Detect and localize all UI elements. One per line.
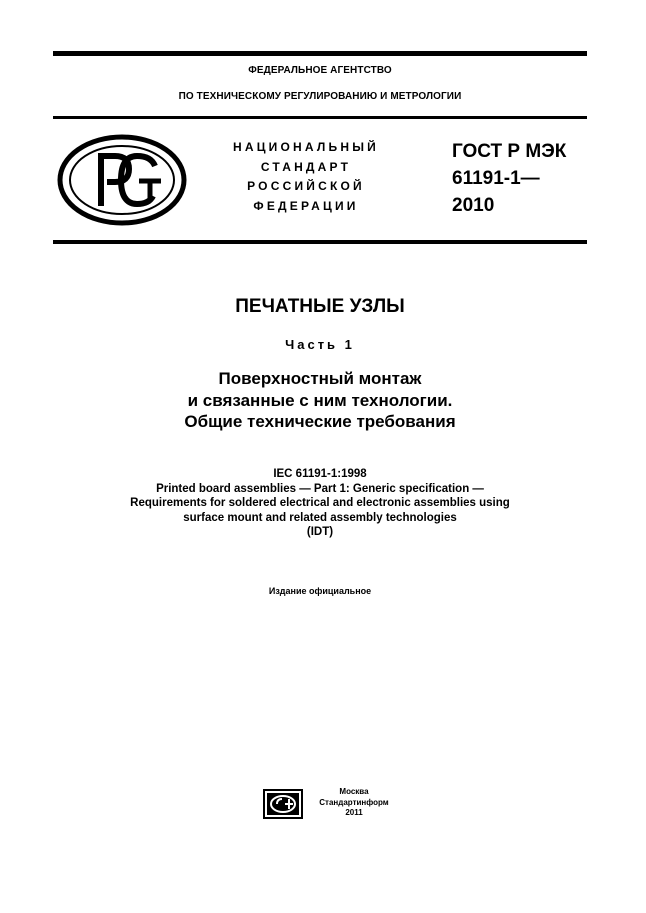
document-subtitle (53, 368, 587, 433)
document-title: ПЕЧАТНЫЕ УЗЛЫ (235, 296, 405, 317)
header-rule (53, 116, 587, 119)
national-standard-line-4: ФЕДЕРАЦИИ (253, 198, 359, 213)
standard-designation (452, 138, 602, 219)
designation-line-1: ГОСТ Р МЭК (452, 141, 567, 162)
iec-reference: IEC 61191-1:1998 (273, 468, 367, 480)
national-standard-label (206, 138, 406, 216)
publisher-info (309, 787, 399, 819)
subtitle-line-2: и связанные с ним технологии. (187, 390, 453, 410)
english-title-line-2: Requirements for soldered electrical and electronic assemblies using (130, 497, 510, 509)
subtitle-line-1: Поверхностный монтаж (218, 369, 422, 388)
standartinform-logo-icon (263, 789, 303, 824)
publisher-name: Стандартинформ (319, 797, 389, 807)
identity-marker: (IDT) (306, 526, 334, 538)
publication-year: 2011 (345, 808, 363, 817)
designation-line-2: 61191-1— (452, 168, 540, 189)
national-standard-line-2: СТАНДАРТ (260, 159, 352, 174)
national-standard-line-1: НАЦИОНАЛЬНЫЙ (232, 140, 380, 154)
edition-label: Издание официальное (268, 586, 372, 596)
international-reference (53, 467, 587, 540)
part-number: Часть 1 (285, 337, 355, 352)
national-standard-line-3: РОССИЙСКОЙ (247, 179, 365, 193)
agency-line-2: ПО ТЕХНИЧЕСКОМУ РЕГУЛИРОВАНИЮ И МЕТРОЛОГИИ (178, 91, 462, 102)
rst-certification-mark-icon (57, 134, 187, 231)
agency-line-1: ФЕДЕРАЛЬНОЕ АГЕНТСТВО (248, 65, 392, 76)
english-title-line-1: Printed board assemblies — Part 1: Generic specification — (156, 482, 484, 495)
publisher-city: Москва (339, 787, 369, 796)
title-block-rule (53, 240, 587, 244)
english-title-line-3: surface mount and related assembly technologies (183, 511, 457, 524)
subtitle-line-3: Общие технические требования (184, 412, 456, 431)
top-rule (53, 51, 587, 56)
designation-line-3: 2010 (452, 195, 495, 216)
